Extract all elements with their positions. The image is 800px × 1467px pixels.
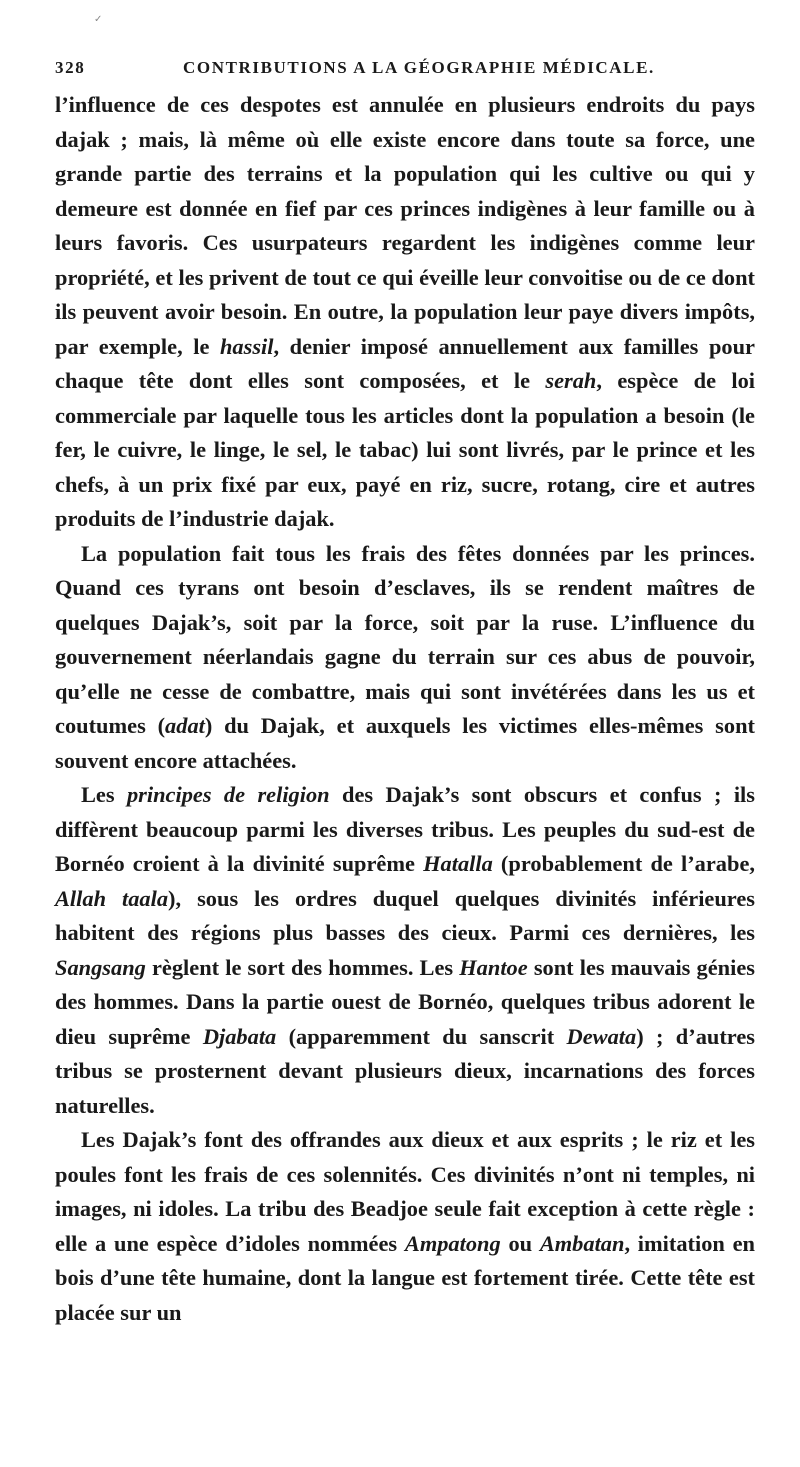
italic-term: serah bbox=[545, 368, 597, 393]
text-run: sont les mauvais génies des hommes. Dans la partie ouest de Bornéo, quelques tribus adorent le dieu suprême bbox=[55, 954, 755, 1049]
text-run: ) ; d’autres tribus se prosternent devant plusieurs dieux, incarnations des forces naturelles. bbox=[55, 1023, 755, 1118]
text-run: ou bbox=[500, 1230, 540, 1256]
text-run: La population fait tous les frais des fêtes données par les princes. Quand ces tyrans ont besoin d’esclaves, ils se rendent maîtres de quelques Dajak’s, soit par la force, soit par la ruse. L’influence du gouvernement néerlandais gagne du terrain sur ces abus de pouvoir, qu’elle ne cesse de combattre, mais qui sont invétérées dans les us et coutumes ( bbox=[55, 540, 755, 738]
text-run: , denier imposé annuellement aux familles pour chaque tête dont elles sont composées, et le bbox=[55, 333, 755, 393]
paragraph-2 bbox=[55, 537, 755, 779]
italic-term: Djabata bbox=[202, 1023, 277, 1049]
text-run: ), sous les ordres duquel quelques divinités inférieures habitent des régions plus basses des cieux. Parmi ces dernières, les bbox=[55, 885, 755, 945]
paragraph-4 bbox=[55, 1123, 755, 1330]
text-run: Les Dajak’s font des offrandes aux dieux et aux esprits ; le riz et les poules font les frais de ces solennités. Ces divinités n’ont ni temples, ni images, ni idoles. La tribu des Beadjoe seule fait exception à cette règle : elle a une espèce d’idoles nommées bbox=[55, 1127, 755, 1256]
italic-term: Hantoe bbox=[459, 954, 528, 980]
italic-term: hassil bbox=[219, 333, 274, 359]
text-run: des Dajak’s sont obscurs et confus ; ils diffèrent beaucoup parmi les diverses tribus. Les peuples du sud-est de Bornéo croient à la divinité suprême bbox=[55, 782, 755, 876]
italic-term: Hatalla bbox=[423, 851, 493, 876]
italic-term: Ampatong bbox=[404, 1230, 501, 1256]
italic-term: Dewata bbox=[566, 1023, 637, 1049]
text-run: ) du Dajak, et auxquels les victimes elles-mêmes sont souvent encore attachées. bbox=[55, 713, 755, 773]
paragraph-3 bbox=[55, 778, 755, 1123]
page-number: 328 bbox=[55, 58, 86, 77]
text-run: Les bbox=[81, 782, 127, 807]
italic-term: Sangsang bbox=[55, 954, 146, 980]
stray-mark: ✓ bbox=[94, 14, 103, 25]
page-header bbox=[55, 52, 760, 82]
text-run: l’influence de ces despotes est annulée en plusieurs endroits du pays dajak ; mais, là même où elle existe encore dans toute sa force, une grande partie des terrains et la population qui les cultive ou qui y demeure est donnée en fief par ces princes indigènes à leur famille ou à leurs favoris. Ces usurpateurs regardent les indigènes comme leur propriété, et les privent de tout ce qui éveille leur convoitise ou de ce dont ils peuvent avoir besoin. En outre, la population leur paye divers impôts, par exemple, le bbox=[55, 92, 755, 359]
italic-term: adat bbox=[165, 713, 205, 738]
text-run: (apparemment du sanscrit bbox=[276, 1023, 567, 1049]
paragraph-1 bbox=[55, 88, 755, 537]
italic-term: principes de religion bbox=[126, 782, 330, 807]
italic-term: Allah taala bbox=[55, 885, 169, 911]
running-title: CONTRIBUTIONS A LA GÉOGRAPHIE MÉDICALE. bbox=[183, 58, 655, 77]
italic-term: Ambatan bbox=[539, 1230, 625, 1256]
text-run: , imitation en bois d’une tête humaine, dont la langue est fortement tirée. Cette tête est placée sur un bbox=[55, 1230, 755, 1325]
text-run: , espèce de loi commerciale par laquelle tous les articles dont la population a besoin (le fer, le cuivre, le linge, le sel, le tabac) lui sont livrés, par le prince et les chefs, à un prix fixé par eux, payé en riz, sucre, rotang, cire et autres produits de l’industrie dajak. bbox=[55, 368, 756, 531]
text-run: (probablement de l’arabe, bbox=[492, 851, 755, 876]
text-run: règlent le sort des hommes. Les bbox=[145, 954, 460, 980]
page-body bbox=[55, 88, 755, 1330]
